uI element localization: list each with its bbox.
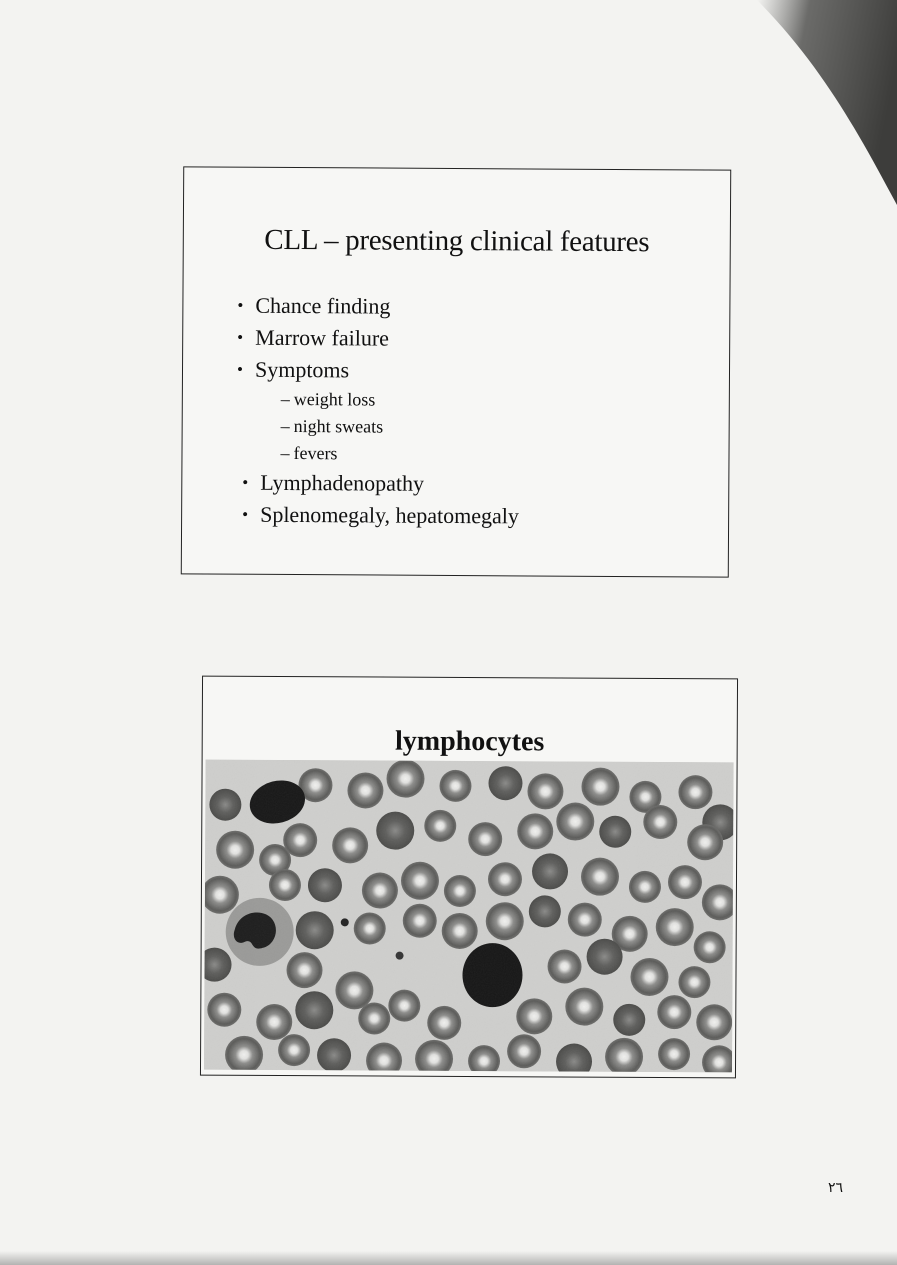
sub-bullet-item [281, 386, 520, 414]
bullet-text: Marrow failure [255, 324, 390, 351]
blood-smear-image [204, 760, 734, 1073]
bullet-dot: • [236, 359, 244, 379]
sub-bullet-dash: – [280, 415, 290, 436]
bullet-dot: • [242, 504, 249, 524]
bullet-dot: • [237, 327, 244, 347]
bullet-text: Symptoms [254, 356, 350, 383]
sub-bullet-dash: – [280, 388, 290, 409]
bullet-text: Splenomegaly, hepatomegaly [260, 501, 520, 529]
blood-smear-micrograph [204, 760, 734, 1073]
sub-bullet-item [280, 440, 519, 468]
bullet-text: Chance finding [255, 292, 391, 319]
sub-bullet-text: weight loss [293, 389, 376, 410]
page-number: ٢٦ [828, 1180, 844, 1196]
bullet-dot: • [242, 472, 249, 492]
bullet-list [234, 290, 520, 533]
bullet-item [235, 290, 520, 324]
sub-bullet-list [254, 386, 519, 469]
bullet-item [240, 499, 519, 533]
slide-title: CLL – presenting clinical features [264, 223, 650, 259]
slide-clinical-features [181, 166, 731, 577]
sub-bullet-text: night sweats [293, 416, 384, 437]
slide-title: lymphocytes [394, 725, 545, 758]
page-bottom-edge [0, 1251, 897, 1265]
bullet-item [234, 354, 520, 469]
sub-bullet-text: fevers [293, 443, 338, 464]
bullet-dot: • [237, 295, 244, 315]
sub-bullet-item [281, 413, 520, 441]
bullet-text: Lymphadenopathy [260, 469, 425, 496]
bullet-item [235, 322, 520, 356]
bullet-item [240, 467, 519, 501]
sub-bullet-dash: – [280, 442, 290, 463]
slide-lymphocytes [200, 676, 738, 1079]
